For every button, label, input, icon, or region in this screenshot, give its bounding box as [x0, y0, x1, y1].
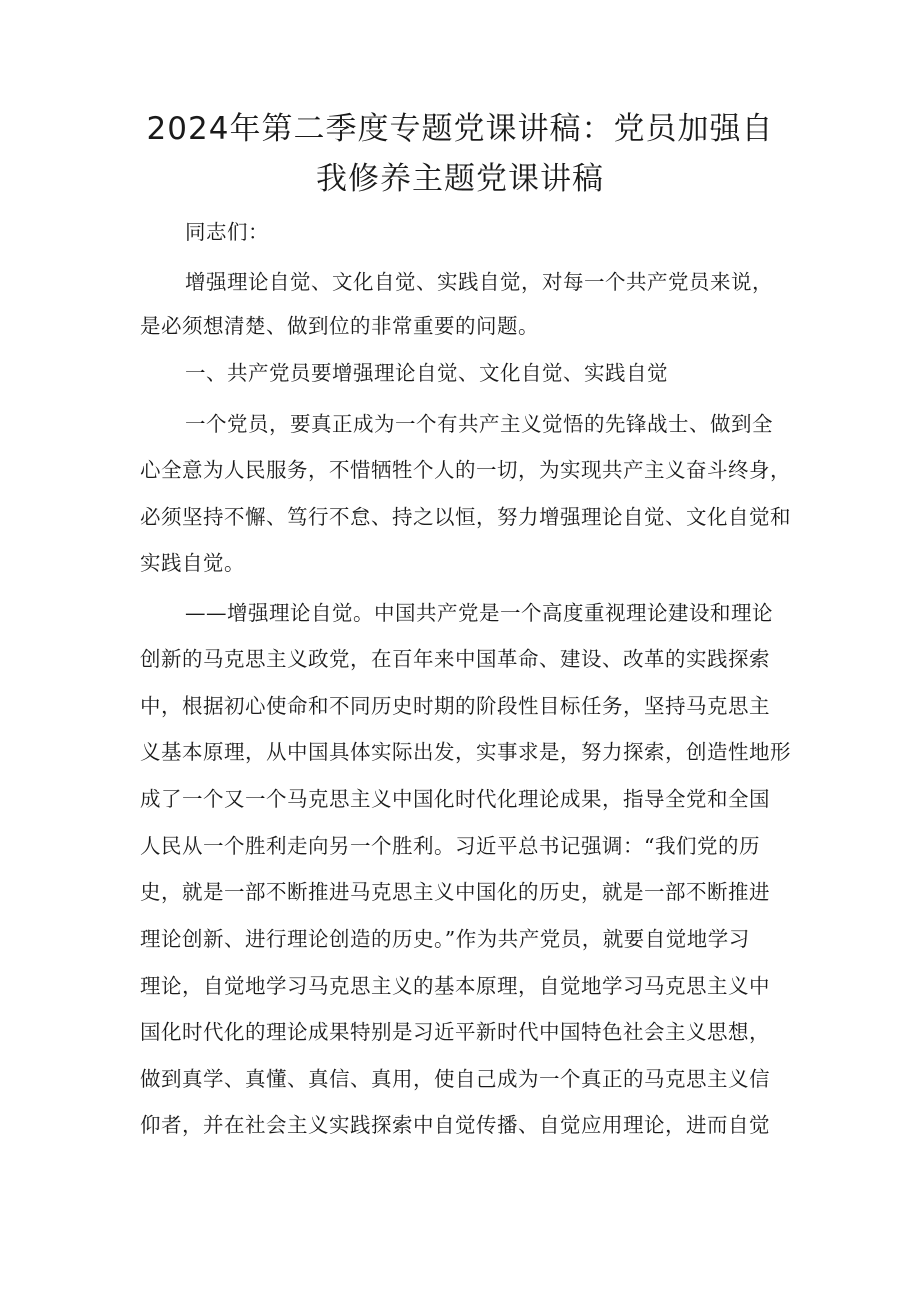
paragraph-line: 是必须想清楚、做到位的非常重要的问题。 — [140, 314, 539, 338]
paragraph-line: 史，就是一部不断推进马克思主义中国化的历史，就是一部不断推进 — [140, 880, 770, 904]
paragraph-line: 实践自觉。 — [140, 551, 245, 575]
document-title-line-2: 我修养主题党课讲稿 — [316, 161, 604, 197]
section-heading: 一、共产党员要增强理论自觉、文化自觉、实践自觉 — [185, 361, 668, 385]
paragraph-line: 创新的马克思主义政党，在百年来中国革命、建设、改革的实践探索 — [140, 647, 770, 671]
paragraph-line: 做到真学、真懂、真信、真用，使自己成为一个真正的马克思主义信 — [140, 1067, 770, 1091]
paragraph-line: 一个党员，要真正成为一个有共产主义觉悟的先锋战士、做到全 — [185, 412, 773, 436]
paragraph-line: 中，根据初心使命和不同历史时期的阶段性目标任务，坚持马克思主 — [140, 694, 770, 718]
paragraph-line: 仰者，并在社会主义实践探索中自觉传播、自觉应用理论，进而自觉 — [140, 1113, 770, 1137]
paragraph-line: 人民从一个胜利走向另一个胜利。习近平总书记强调：“我们党的历 — [140, 834, 760, 858]
paragraph-line: 增强理论自觉、文化自觉、实践自觉，对每一个共产党员来说， — [185, 270, 773, 294]
salutation: 同志们： — [185, 220, 269, 244]
paragraph-line: 心全意为人民服务，不惜牺牲个人的一切，为实现共产主义奋斗终身， — [140, 458, 791, 482]
paragraph-line: 必须坚持不懈、笃行不怠、持之以恒，努力增强理论自觉、文化自觉和 — [140, 505, 791, 529]
paragraph-line: 理论创新、进行理论创造的历史。”作为共产党员，就要自觉地学习 — [140, 927, 750, 951]
document-title-line-1: 2024年第二季度专题党课讲稿：党员加强自 — [146, 111, 774, 147]
paragraph-line: ——增强理论自觉。中国共产党是一个高度重视理论建设和理论 — [185, 601, 773, 625]
paragraph-line: 理论，自觉地学习马克思主义的基本原理，自觉地学习马克思主义中 — [140, 974, 770, 998]
paragraph-line: 义基本原理，从中国具体实际出发，实事求是，努力探索，创造性地形 — [140, 740, 791, 764]
paragraph-line: 国化时代化的理论成果特别是习近平新时代中国特色社会主义思想， — [140, 1020, 770, 1044]
paragraph-line: 成了一个又一个马克思主义中国化时代化理论成果，指导全党和全国 — [140, 787, 770, 811]
